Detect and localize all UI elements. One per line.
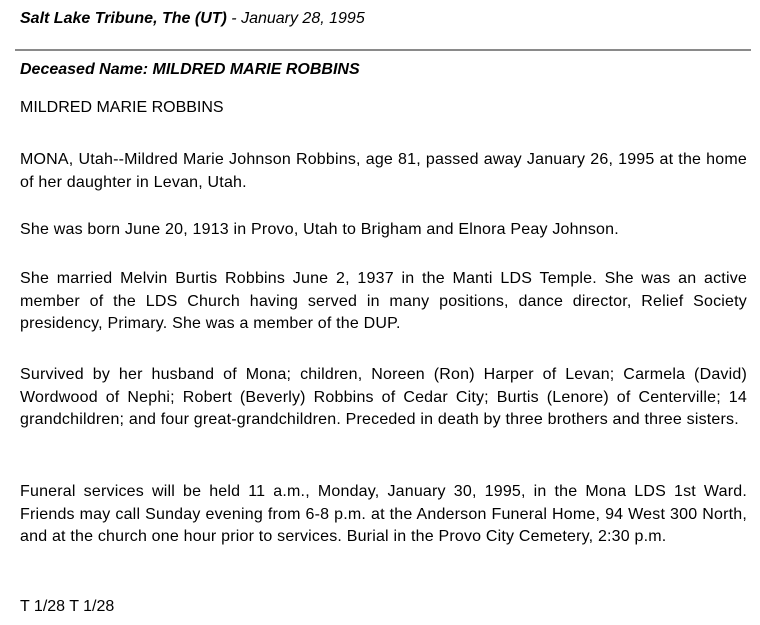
obituary-name: MILDRED MARIE ROBBINS	[20, 99, 224, 116]
obituary-paragraph: She was born June 20, 1913 in Provo, Utah to Brigham and Elnora Peay Johnson.	[20, 221, 619, 238]
header-divider	[15, 49, 751, 51]
publication-date: - January 28, 1995	[226, 10, 365, 27]
publication-header	[20, 9, 365, 29]
obituary-paragraph: Funeral services will be held 11 a.m., Monday, January 30, 1995, in the Mona LDS 1st Ward. Friends may call Sunday evening from 6-8 p.m. at the Anderson Funeral Home, 94 West 300 North, and at the church one hour prior to services. Burial in the Provo City Cemetery, 2:30 p.m.	[20, 483, 747, 545]
obituary-paragraph: MONA, Utah--Mildred Marie Johnson Robbins, age 81, passed away January 26, 1995 at the home of her daughter in Levan, Utah.	[20, 151, 747, 191]
obituary-paragraph: She married Melvin Burtis Robbins June 2, 1937 in the Manti LDS Temple. She was an active member of the LDS Church having served in many positions, dance director, Relief Society presidency, Primary. She was a member of the DUP.	[20, 270, 747, 332]
publication-code-footer: T 1/28 T 1/28	[20, 598, 115, 615]
deceased-name-heading: Deceased Name: MILDRED MARIE ROBBINS	[20, 61, 360, 78]
publication-name: Salt Lake Tribune, The (UT)	[20, 10, 227, 27]
obituary-paragraph: Survived by her husband of Mona; children, Noreen (Ron) Harper of Levan; Carmela (David) Wordwood of Nephi; Robert (Beverly) Robbins of Cedar City; Burtis (Lenore) of Centerville; 14 grandchildren; and four great-grandchildren. Preceded in death by three brothers and three sisters.	[20, 366, 747, 428]
